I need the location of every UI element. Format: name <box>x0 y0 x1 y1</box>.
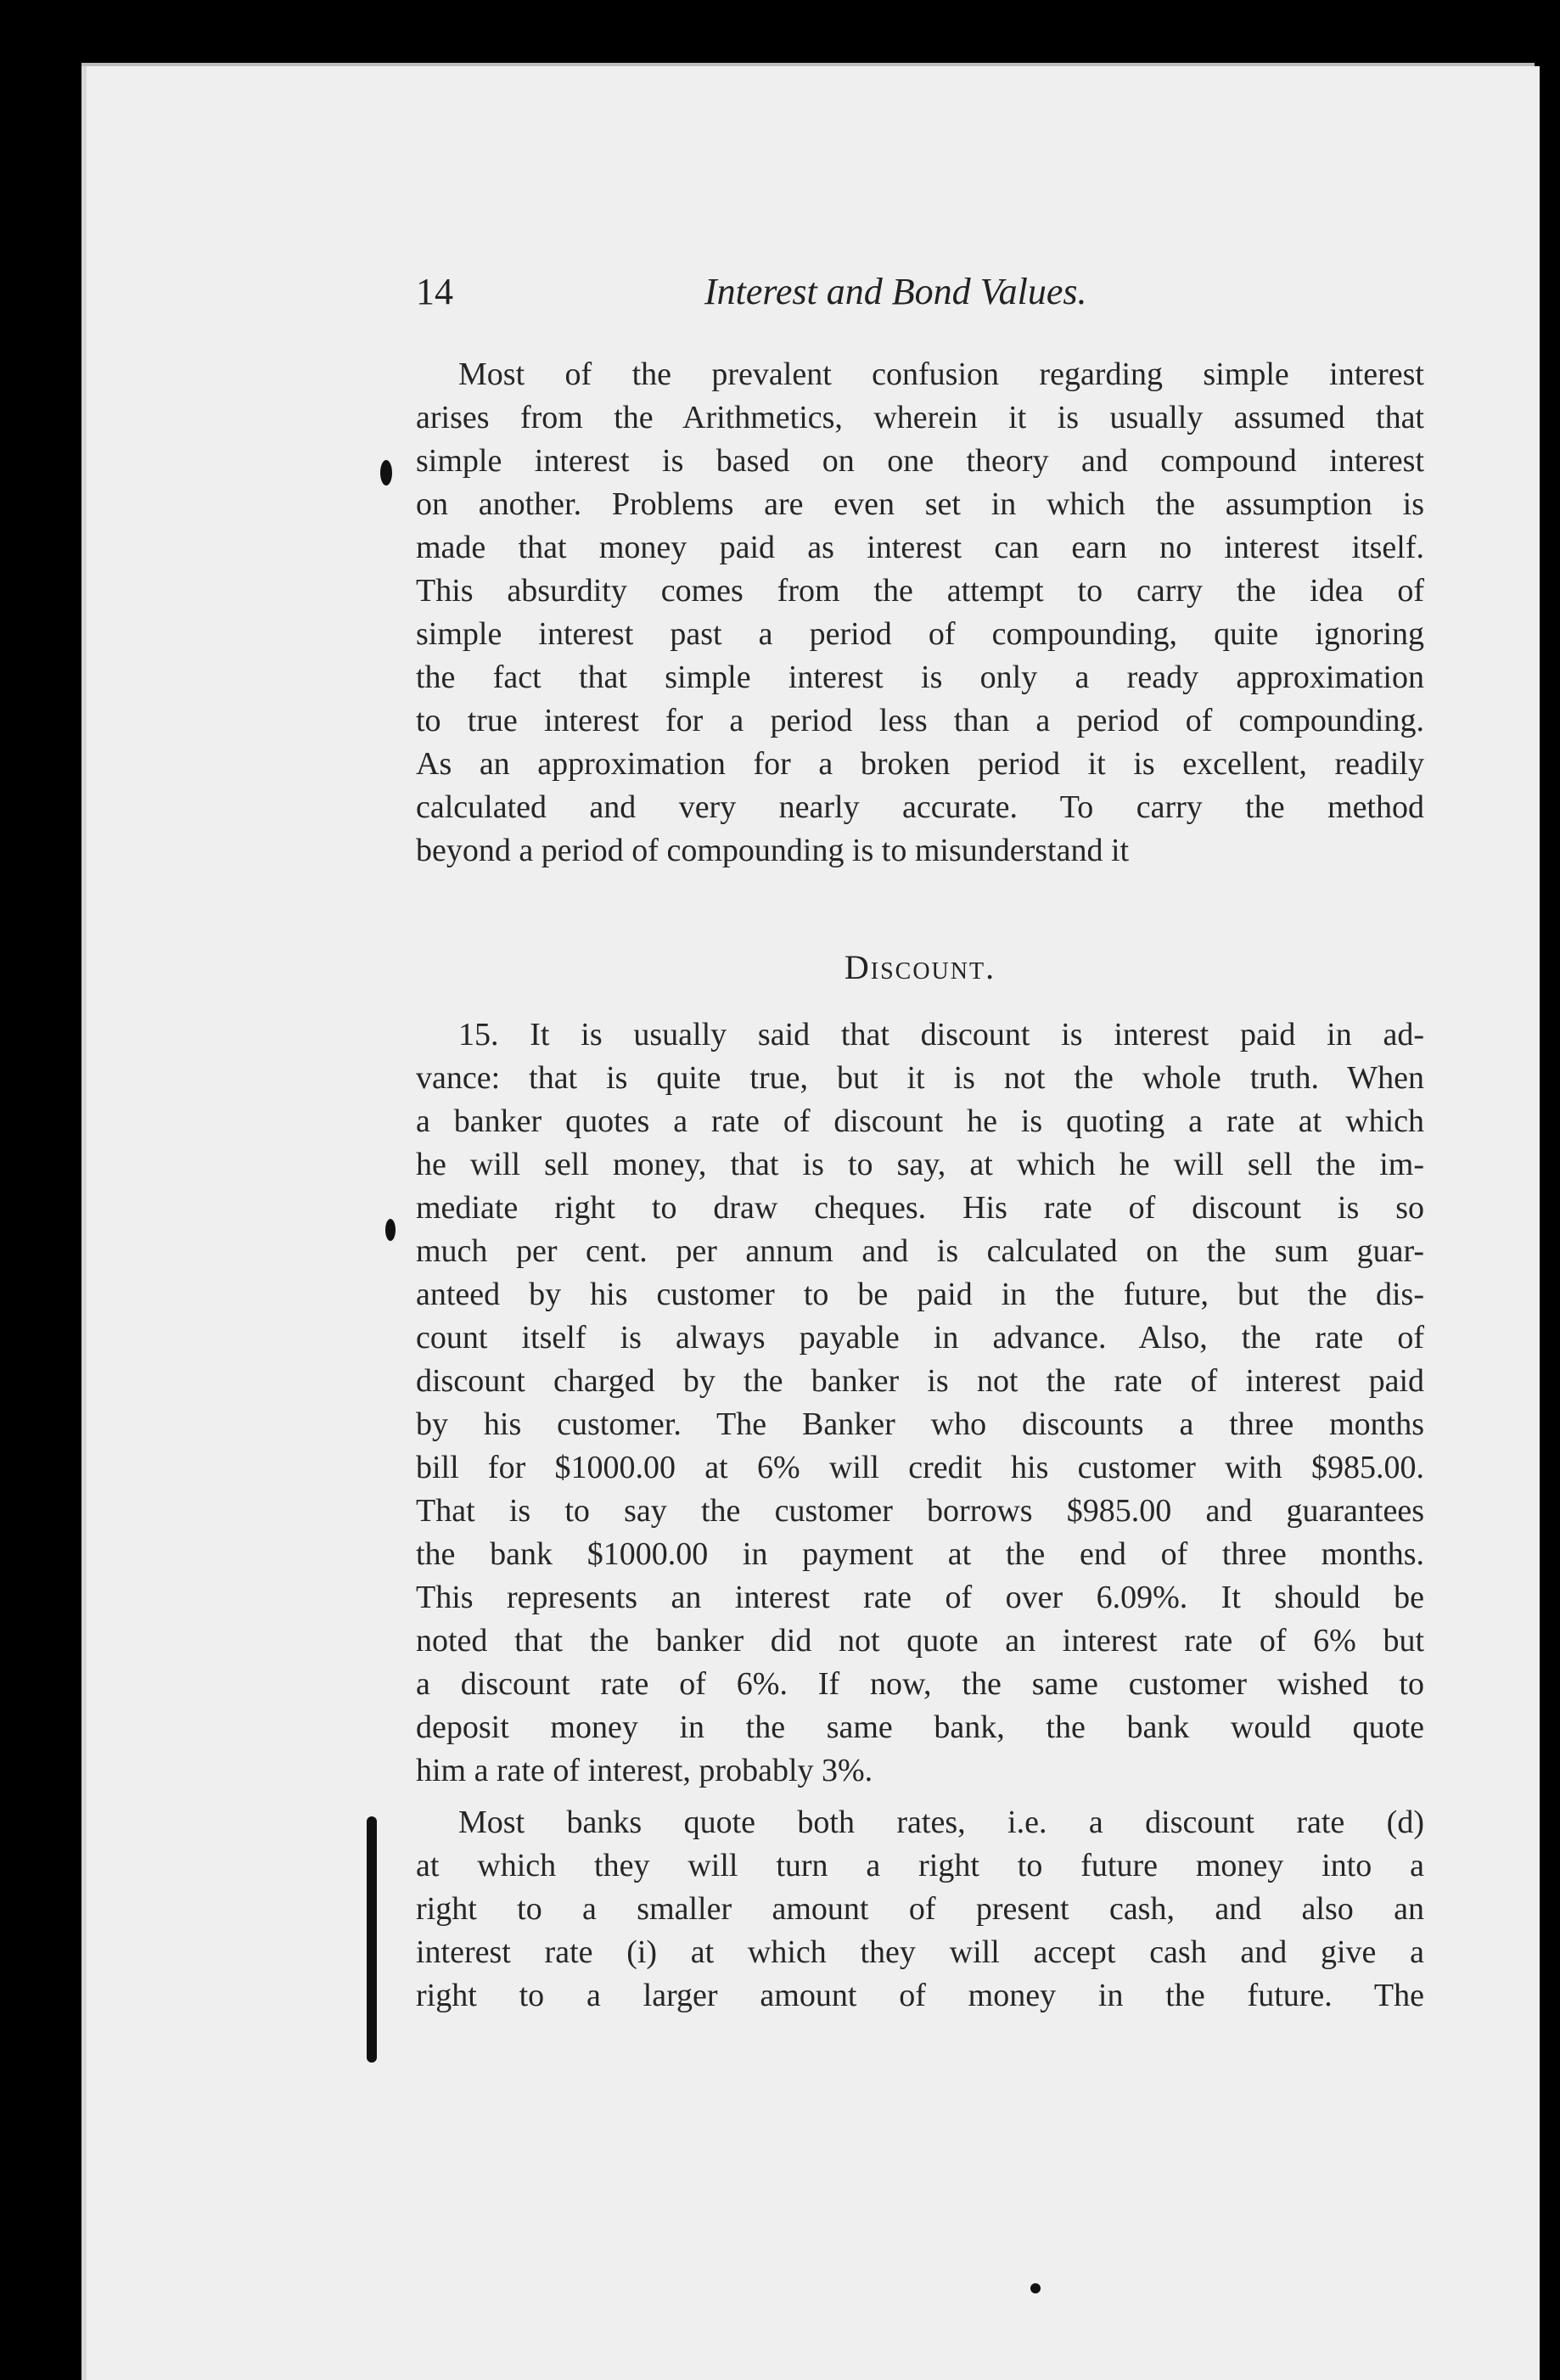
text-line: bill for $1000.00 at 6% will credit his customer with $985.00. <box>416 1450 1424 1485</box>
text-line: the fact that simple interest is only a ready approximation <box>416 660 1424 695</box>
text-line: 15. It is usually said that discount is interest paid in ad- <box>458 1017 1424 1052</box>
text-line: As an approximation for a broken period it is excellent, readily <box>416 746 1424 782</box>
margin-bracket-mark <box>367 1816 377 2063</box>
text-line: mediate right to draw cheques. His rate of discount is so <box>416 1190 1424 1226</box>
page-header <box>416 270 1434 321</box>
text-line: a discount rate of 6%. If now, the same customer wished to <box>416 1666 1424 1702</box>
paragraph-bank-rates <box>416 1801 1424 2018</box>
section-heading-discount: Discount. <box>844 948 996 986</box>
text-line: he will sell money, that is to say, at which he will sell the im- <box>416 1147 1424 1182</box>
text-line: at which they will turn a right to future money into a <box>416 1848 1424 1883</box>
page-number: 14 <box>416 271 453 312</box>
text-line: This absurdity comes from the attempt to carry the idea of <box>416 573 1424 609</box>
text-line: vance: that is quite true, but it is not the whole truth. When <box>416 1060 1424 1096</box>
text-line: simple interest past a period of compounding, quite ignoring <box>416 616 1424 652</box>
text-line: deposit money in the same bank, the bank would quote <box>416 1709 1424 1745</box>
text-line: arises from the Arithmetics, wherein it is usually assumed that <box>416 400 1424 435</box>
text-line: right to a larger amount of money in the future. The <box>416 1978 1424 2013</box>
paragraph-discount <box>416 1013 1424 1793</box>
margin-ink-dot <box>380 460 392 486</box>
text-line: anteed by his customer to be paid in the future, but the dis- <box>416 1277 1424 1312</box>
text-line: on another. Problems are even set in which the assumption is <box>416 486 1424 522</box>
text-line: made that money paid as interest can earn no interest itself. <box>416 530 1424 565</box>
text-line: calculated and very nearly accurate. To carry the method <box>416 789 1424 825</box>
text-line: much per cent. per annum and is calculated on the sum guar- <box>416 1233 1424 1269</box>
text-line: count itself is always payable in advance. Also, the rate of <box>416 1320 1424 1356</box>
text-line: a banker quotes a rate of discount he is quoting a rate at which <box>416 1103 1424 1139</box>
text-line: right to a smaller amount of present cash, and also an <box>416 1891 1424 1927</box>
text-line: the bank $1000.00 in payment at the end of three months. <box>416 1536 1424 1572</box>
text-line: him a rate of interest, probably 3%. <box>416 1753 873 1788</box>
text-line: Most banks quote both rates, i.e. a discount rate (d) <box>458 1805 1424 1840</box>
text-line: This represents an interest rate of over 6.09%. It should be <box>416 1580 1424 1615</box>
margin-ink-dot <box>385 1219 396 1241</box>
text-line: to true interest for a period less than a period of compounding. <box>416 703 1424 738</box>
text-line: interest rate (i) at which they will accept cash and give a <box>416 1934 1424 1970</box>
page-ink-dot <box>1030 2283 1041 2293</box>
text-line: beyond a period of compounding is to misunderstand it <box>416 833 1130 868</box>
text-line: That is to say the customer borrows $985.00 and guarantees <box>416 1493 1424 1529</box>
paragraph-simple-interest <box>416 353 1424 873</box>
text-line: by his customer. The Banker who discounts a three months <box>416 1406 1424 1442</box>
running-title: Interest and Bond Values. <box>704 271 1087 312</box>
text-line: noted that the banker did not quote an interest rate of 6% but <box>416 1623 1424 1659</box>
text-line: Most of the prevalent confusion regarding simple interest <box>458 356 1424 392</box>
text-line: discount charged by the banker is not the rate of interest paid <box>416 1363 1424 1399</box>
text-line: simple interest is based on one theory and compound interest <box>416 443 1424 479</box>
